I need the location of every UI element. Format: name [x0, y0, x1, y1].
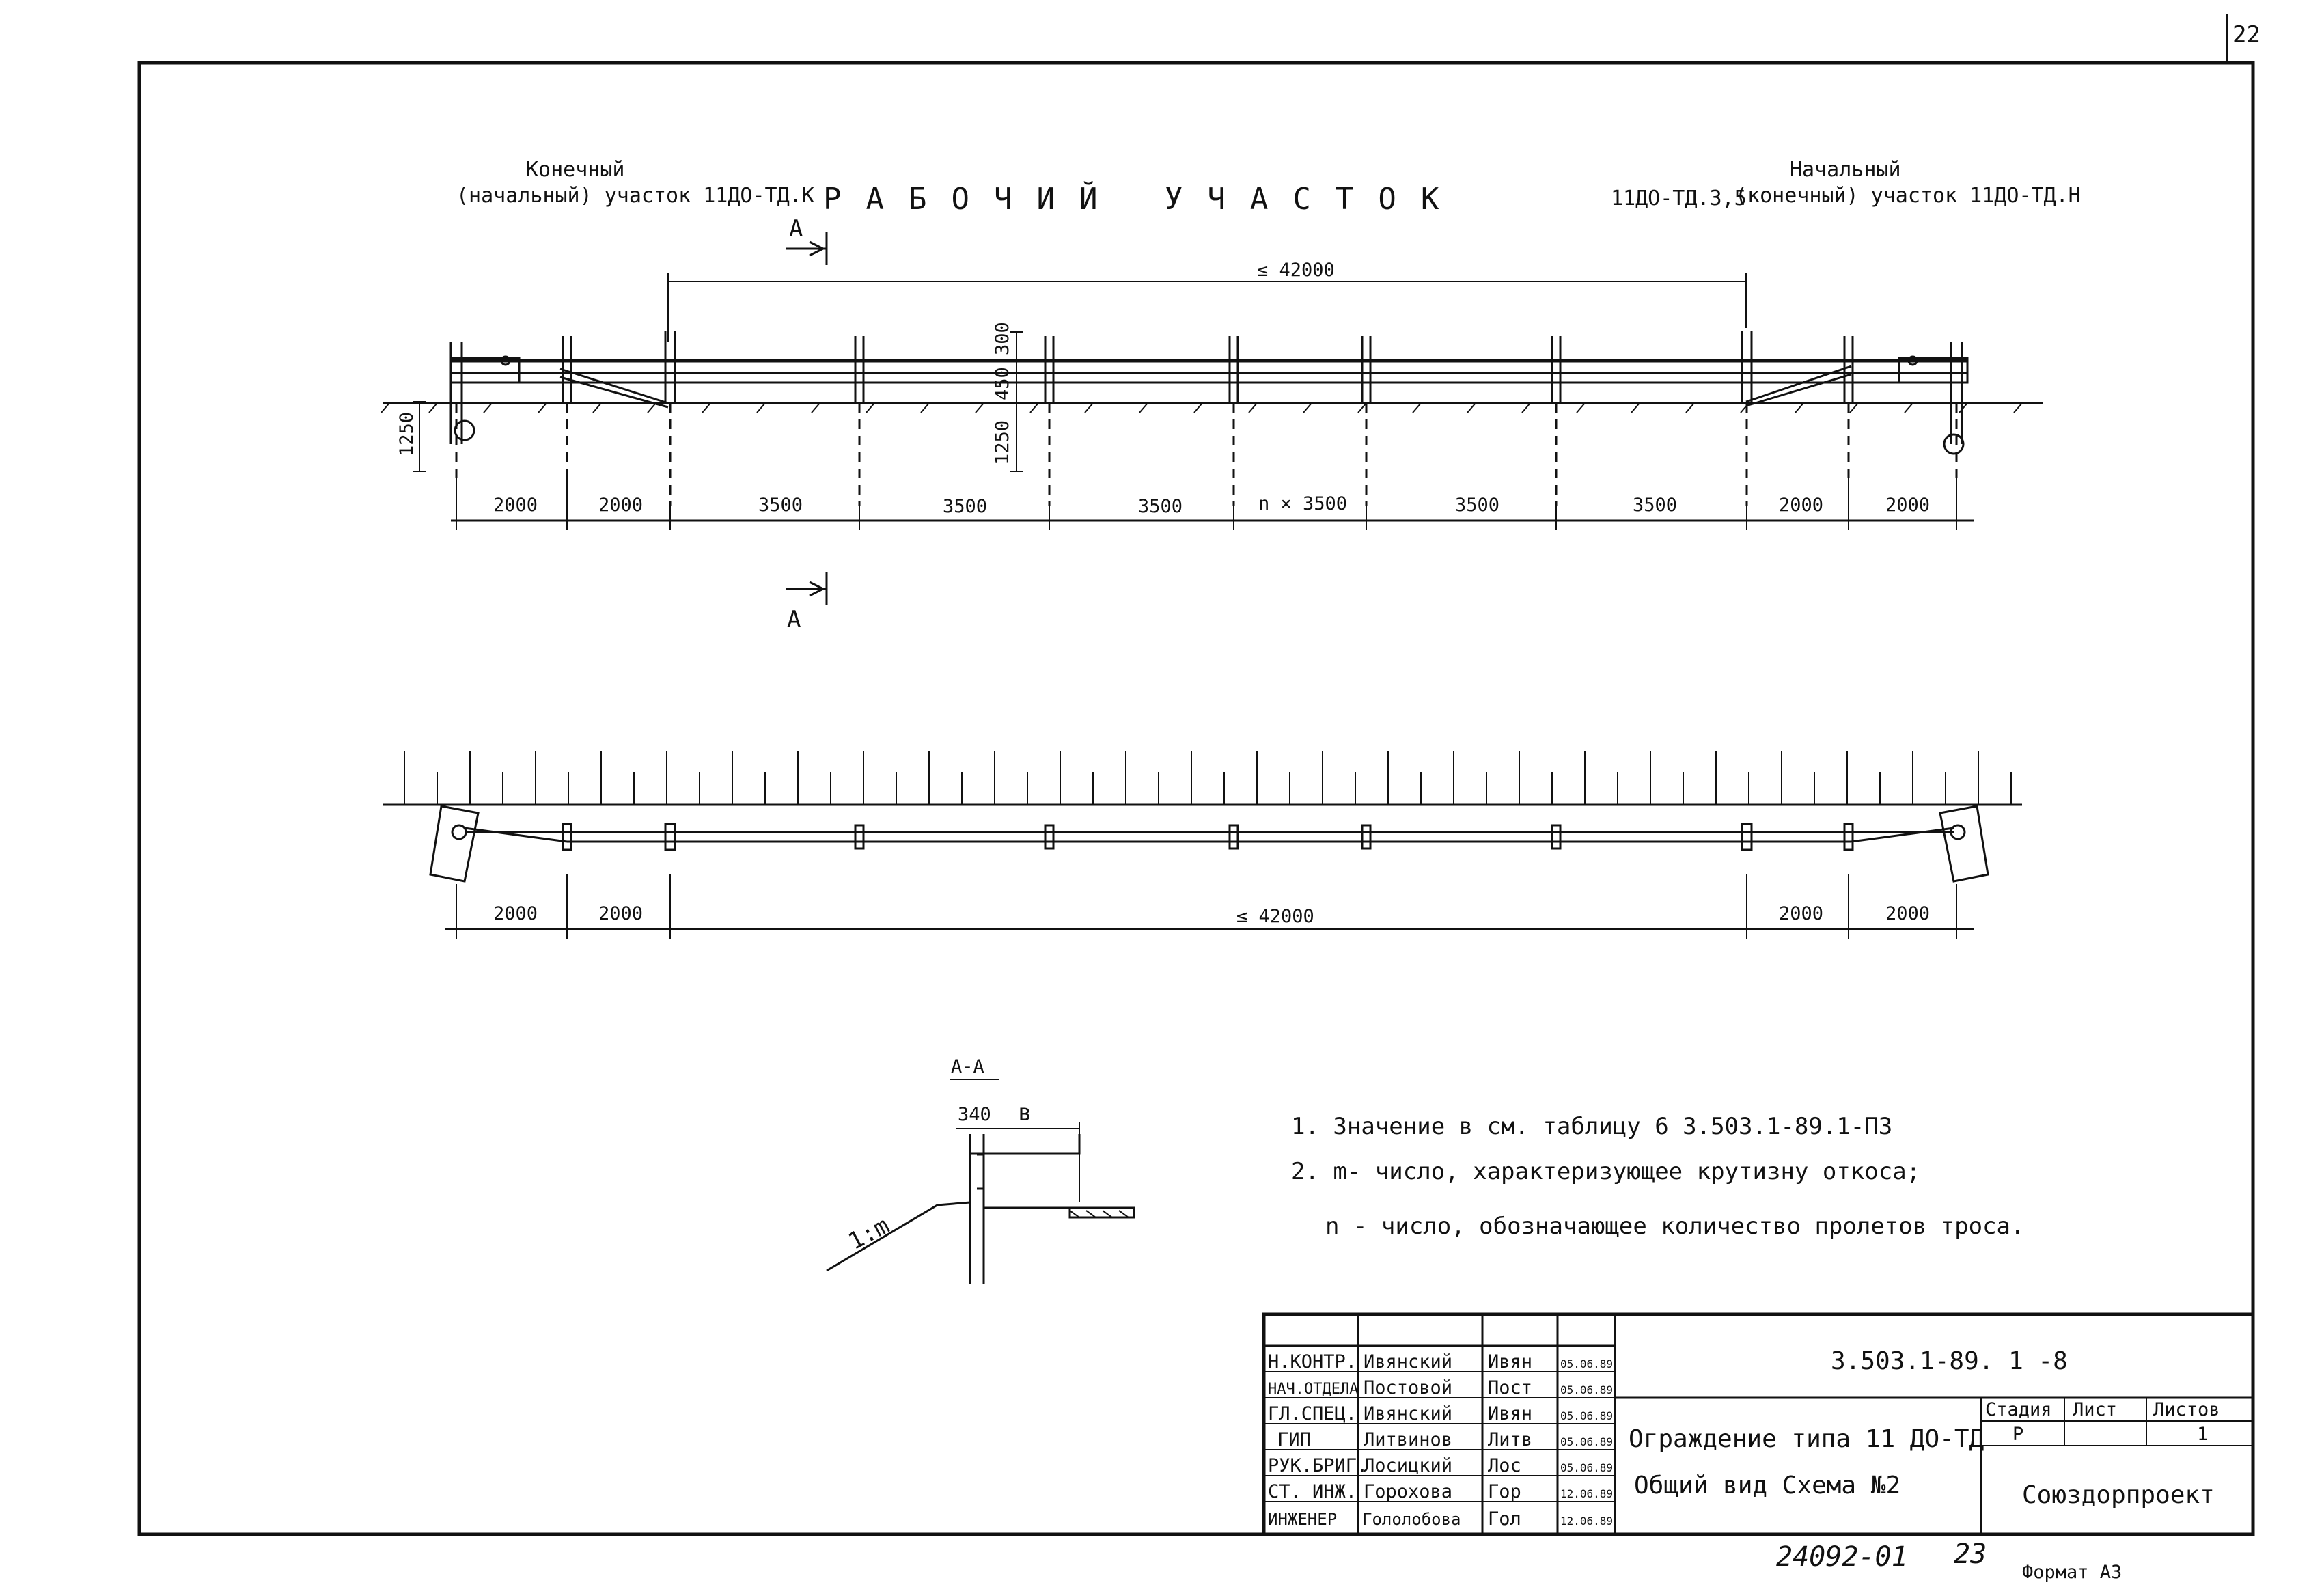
tb-sign-6: Гол	[1488, 1508, 1521, 1530]
tb-role-2: ГЛ.СПЕЦ.	[1268, 1403, 1357, 1424]
elev-span-7: 3500	[1455, 495, 1500, 516]
tb-name-3: Литвинов	[1364, 1429, 1453, 1450]
paper-format: Формат А3	[2022, 1562, 2122, 1583]
elev-span-9: 2000	[1779, 495, 1824, 516]
left-section-label-1: Конечный	[526, 158, 625, 182]
section-mark-top: А	[789, 215, 803, 243]
section-aa-b: в	[1018, 1099, 1032, 1127]
tb-stage: Р	[2012, 1424, 2024, 1445]
left-section-label-2: (начальный) участок 11ДО-ТД.К	[456, 184, 814, 208]
elev-span-6: n × 3500	[1258, 493, 1348, 514]
section-aa-slope: 1:m	[844, 1211, 894, 1256]
tb-date-0: 05.06.89	[1560, 1357, 1614, 1370]
tb-role-0: Н.КОНТР.	[1268, 1351, 1357, 1372]
section-aa-340: 340	[958, 1104, 991, 1125]
tb-header-sheets: Листов	[2153, 1399, 2220, 1420]
tb-title-2: Общий вид Схема №2	[1634, 1472, 1901, 1500]
tb-header-stage: Стадия	[1985, 1399, 2052, 1420]
posts	[451, 331, 1963, 506]
note-2: 2. m- число, характеризующее крутизну откоса;	[1291, 1158, 1921, 1185]
elev-span-1: 2000	[493, 495, 538, 516]
right-section-label-1: Начальный	[1790, 158, 1901, 182]
height-450: 450	[992, 367, 1013, 400]
tb-sign-5: Гор	[1488, 1481, 1521, 1502]
tb-role-4: РУК.БРИГ.	[1268, 1455, 1368, 1476]
tb-name-2: Ивянский	[1364, 1403, 1453, 1424]
plan-span-5: 2000	[1885, 903, 1931, 924]
elev-span-4: 3500	[943, 496, 988, 517]
tb-role-1: НАЧ.ОТДЕЛА	[1268, 1381, 1359, 1398]
plan-span-4: 2000	[1779, 903, 1824, 924]
tb-name-0: Ивянский	[1364, 1351, 1453, 1372]
tb-code: 3.503.1-89. 1 -8	[1831, 1347, 2068, 1375]
footer-page-number: 23	[1954, 1538, 1987, 1570]
plan-view	[383, 751, 2022, 939]
elev-span-8: 3500	[1633, 495, 1678, 516]
height-300: 300	[992, 322, 1013, 355]
sheet-number-corner	[2227, 14, 2260, 61]
tb-org: Союздорпроект	[2022, 1481, 2215, 1509]
working-section-code: 11ДО-ТД.3,5	[1611, 187, 1747, 210]
footer	[1776, 1538, 2122, 1583]
tb-role-5: СТ. ИНЖ.	[1268, 1481, 1357, 1502]
tb-header-sheet: Лист	[2073, 1399, 2118, 1420]
plan-span-3: ≤ 42000	[1236, 906, 1314, 927]
tb-date-6: 12.06.89	[1560, 1515, 1614, 1528]
tb-date-4: 05.06.89	[1560, 1461, 1614, 1474]
inventory-number: 24092-01	[1776, 1541, 1908, 1573]
tb-name-5: Горохова	[1364, 1481, 1453, 1502]
tb-role-3: ГИП	[1277, 1429, 1311, 1450]
tb-title-1: Ограждение типа 11 ДО-ТД	[1629, 1425, 1984, 1453]
note-1: 1. Значение в см. таблицу 6 3.503.1-89.1-ПЗ	[1291, 1113, 1893, 1140]
tb-sign-1: Пост	[1488, 1377, 1533, 1398]
right-section-label-2: (конечный) участок 11ДО-ТД.Н	[1735, 184, 2081, 208]
section-aa-title: А-А	[951, 1056, 984, 1077]
tb-name-1: Постовой	[1364, 1377, 1453, 1398]
tb-sign-4: Лос	[1488, 1455, 1521, 1476]
elev-span-2: 2000	[598, 495, 644, 516]
sheet-number: 22	[2232, 21, 2260, 49]
section-mark-bottom: А	[787, 606, 801, 633]
tb-date-1: 05.06.89	[1560, 1383, 1614, 1396]
section-a-a	[827, 1056, 1134, 1284]
title-block	[1264, 1314, 2253, 1534]
notes	[1291, 1113, 2025, 1240]
elev-span-3: 3500	[758, 495, 803, 516]
tb-sign-0: Ивян	[1488, 1351, 1533, 1372]
tb-sheets: 1	[2197, 1424, 2209, 1445]
tb-sign-3: Литв	[1488, 1429, 1533, 1450]
tb-role-6: ИНЖЕНЕР	[1268, 1510, 1338, 1529]
elev-span-10: 2000	[1885, 495, 1931, 516]
tb-name-4: Лосицкий	[1364, 1455, 1453, 1476]
plan-span-2: 2000	[598, 903, 644, 924]
tb-sign-2: Ивян	[1488, 1403, 1533, 1424]
elevation-view	[381, 158, 2081, 633]
note-3: n - число, обозначающее количество пролетов троса.	[1325, 1213, 2025, 1240]
depth-1250-left: 1250	[396, 411, 417, 456]
elev-span-5: 3500	[1138, 496, 1183, 517]
tb-date-5: 12.06.89	[1560, 1487, 1614, 1500]
plan-span-1: 2000	[493, 903, 538, 924]
tb-date-2: 05.06.89	[1560, 1409, 1614, 1422]
depth-1250-right: 1250	[992, 419, 1013, 465]
tb-date-3: 05.06.89	[1560, 1435, 1614, 1448]
tb-name-6: Гололобова	[1362, 1510, 1461, 1529]
working-section-label: РАБОЧИЙ УЧАСТОК	[823, 182, 1464, 217]
elevation-top-span: ≤ 42000	[1257, 260, 1335, 281]
